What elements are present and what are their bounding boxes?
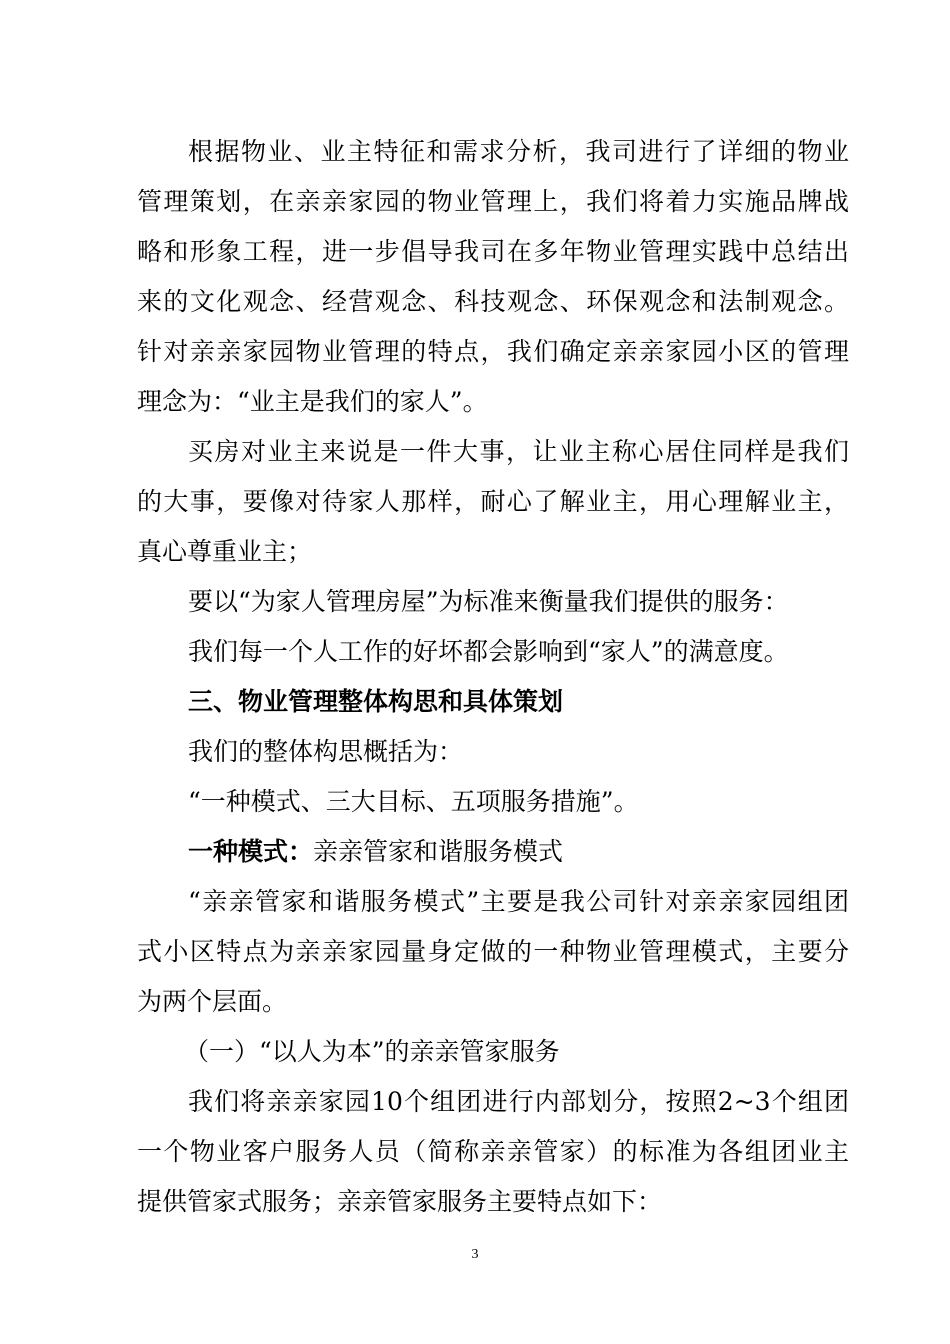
bold-lead-in: 一种模式： [188,837,314,866]
paragraph-line: “亲亲管家和谐服务模式”主要是我公司针对亲亲家园组团 [188,887,849,916]
paragraph-line: 要以“为家人管理房屋”为标准来衡量我们提供的服务： [188,587,789,616]
paragraph-line: 略和形象工程，进一步倡导我司在多年物业管理实践中总结出 [137,237,849,266]
lead-in-text: 亲亲管家和谐服务模式 [313,837,564,866]
paragraph-line: 真心尊重业主； [137,537,313,566]
paragraph-line [188,835,849,869]
paragraph-line: 提供管家式服务；亲亲管家服务主要特点如下： [137,1187,663,1216]
paragraph-line: 买房对业主来说是一件大事，让业主称心居住同样是我们 [188,437,849,466]
paragraph-line: 式小区特点为亲亲家园量身定做的一种物业管理模式，主要分 [137,937,849,966]
paragraph-line: “一种模式、三大目标、五项服务措施”。 [188,787,639,816]
page-number: 3 [471,1247,479,1262]
paragraph-line: 根据物业、业主特征和需求分析，我司进行了详细的物业 [188,137,849,166]
paragraph-line: 我们的整体构思概括为： [188,737,464,766]
paragraph-line: 针对亲亲家园物业管理的特点，我们确定亲亲家园小区的管理 [137,337,849,366]
paragraph-line: 管理策划，在亲亲家园的物业管理上，我们将着力实施品牌战 [137,187,849,216]
paragraph-line: 理念为：“业主是我们的家人”。 [137,387,488,416]
paragraph-line: 我们将亲亲家园10个组团进行内部划分，按照2~3个组团 [188,1087,849,1116]
paragraph-line: 来的文化观念、经营观念、科技观念、环保观念和法制观念。 [137,287,849,316]
paragraph-line: 为两个层面。 [137,987,288,1016]
paragraph-line: 一个物业客户服务人员（简称亲亲管家）的标准为各组团业主 [137,1137,849,1166]
sub-heading: （一）“以人为本”的亲亲管家服务 [184,1037,560,1066]
paragraph-line: 我们每一个人工作的好坏都会影响到“家人”的满意度。 [188,637,789,666]
paragraph-line: 的大事，要像对待家人那样，耐心了解业主，用心理解业主， [137,487,849,516]
section-heading: 三、物业管理整体构思和具体策划 [188,687,564,716]
